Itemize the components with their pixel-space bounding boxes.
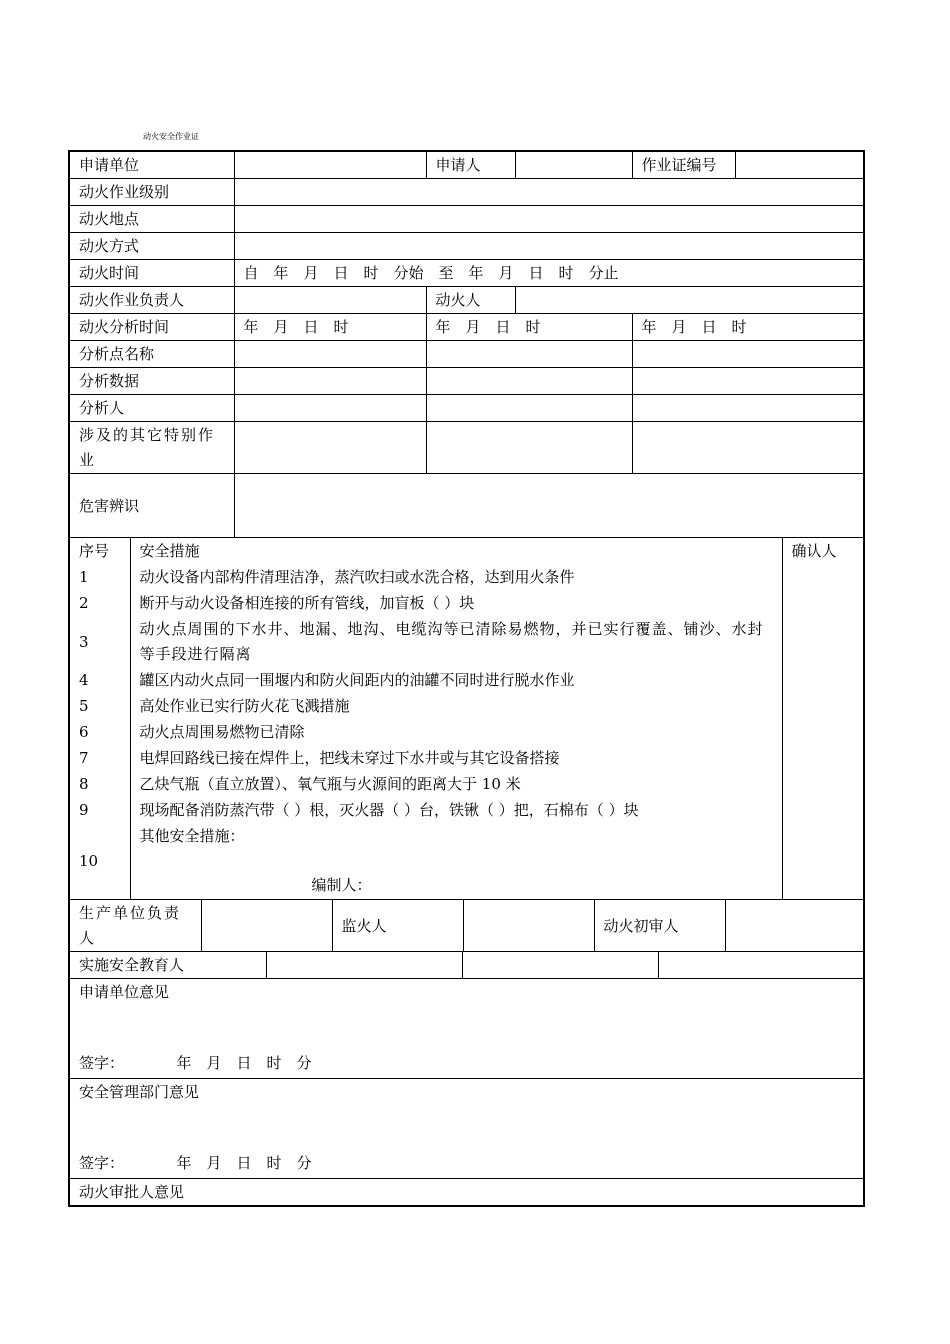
other-work-2[interactable] [426,422,632,474]
apply-unit-opinion[interactable] [69,979,864,1079]
point-name-3[interactable] [632,341,864,368]
applicant-field[interactable] [515,151,632,179]
educator-field-2[interactable] [462,952,658,978]
measure-no: 8 [70,771,130,797]
method-field[interactable] [234,233,864,260]
measure-text: 动火点周围的下水井、地漏、地沟、电缆沟等已清除易燃物，并已实行覆盖、铺沙、水封等手段进行隔离 [130,616,782,667]
analysis-time-2[interactable]: 年 月 日 时 [426,314,632,341]
apply-opinion-title: 申请单位意见 [79,983,170,1001]
apply-unit-field[interactable] [234,151,426,179]
operator-label: 动火人 [426,287,515,314]
measure-no: 10 [70,823,130,899]
measure-no: 7 [70,745,130,771]
analysis-data-label: 分析数据 [69,368,234,395]
other-work-row [69,422,864,474]
measure-text: 现场配备消防蒸汽带（ ）根，灭火器（ ）台，铁锹（ ）把，石棉布（ ）块 [130,797,782,823]
leader-label: 动火作业负责人 [69,287,234,314]
applicant-label: 申请人 [426,151,515,179]
point-name-1[interactable] [234,341,426,368]
measure-text: 高处作业已实行防火花飞溅措施 [130,693,782,719]
analysis-data-1[interactable] [234,368,426,395]
other-work-3[interactable] [632,422,864,474]
permit-no-field[interactable] [735,151,864,179]
other-work-1[interactable] [234,422,426,474]
analysis-time-1[interactable]: 年 月 日 时 [234,314,426,341]
measures-col-measure: 安全措施 [130,538,782,564]
measure-confirm-field[interactable] [782,564,863,590]
time-row [69,260,864,287]
measure-text: 断开与动火设备相连接的所有管线，加盲板（ ）块 [130,590,782,616]
measure-text: 罐区内动火点同一围堰内和防火间距内的油罐不同时进行脱水作业 [130,667,782,693]
analyst-label: 分析人 [69,395,234,422]
measure-no: 4 [70,667,130,693]
measure-text: 乙炔气瓶（直立放置）、氧气瓶与火源间的距离大于 10 米 [130,771,782,797]
measure-text: 动火设备内部构件清理洁净，蒸汽吹扫或水洗合格，达到用火条件 [130,564,782,590]
apply-unit-label: 申请单位 [69,151,234,179]
apply-opinion-row [69,979,864,1079]
method-label: 动火方式 [69,233,234,260]
point-name-row [69,341,864,368]
measure-no: 6 [70,719,130,745]
point-name-label: 分析点名称 [69,341,234,368]
fire-watch-label: 监火人 [332,900,463,951]
measure-row [70,797,863,823]
measure-row-10 [70,823,863,899]
time-label: 动火时间 [69,260,234,287]
measures-col-no: 序号 [70,538,130,564]
point-name-2[interactable] [426,341,632,368]
analyst-3[interactable] [632,395,864,422]
measures-table [70,538,863,899]
hazard-label: 危害辨识 [69,474,234,538]
location-field[interactable] [234,206,864,233]
operator-field[interactable] [515,287,864,314]
educator-field-1[interactable] [266,952,462,978]
other-work-label: 涉及的其它特别作业 [69,422,234,474]
leader-row [69,287,864,314]
measure-row [70,590,863,616]
educator-section [69,952,864,979]
signers-table [70,900,863,951]
measure-no: 1 [70,564,130,590]
first-review-field[interactable] [725,900,863,951]
hazard-row [69,474,864,538]
measure-row [70,564,863,590]
measure-row [70,616,863,667]
measure-confirm-field[interactable] [782,667,863,693]
apply-opinion-sign: 签字： 年 月 日 时 分 [79,1054,312,1072]
measure-confirm-field[interactable] [782,693,863,719]
hot-work-permit-form [68,150,865,1207]
measure-row [70,693,863,719]
safety-opinion-title: 安全管理部门意见 [79,1083,200,1101]
prod-leader-label: 生产单位负责人 [70,900,201,951]
measure-confirm-field[interactable] [782,771,863,797]
educator-row [70,952,863,978]
prod-leader-field[interactable] [201,900,332,951]
measure-confirm-field[interactable] [782,719,863,745]
measure-row [70,771,863,797]
method-row [69,233,864,260]
level-label: 动火作业级别 [69,179,234,206]
measure-confirm-field[interactable] [782,745,863,771]
signers-section [69,900,864,952]
approver-opinion-row [69,1179,864,1207]
level-field[interactable] [234,179,864,206]
location-row [69,206,864,233]
measure-no: 5 [70,693,130,719]
measure-row [70,667,863,693]
signers-row-1 [70,900,863,951]
safety-opinion-sign: 签字： 年 月 日 时 分 [79,1154,312,1172]
educator-field-3[interactable] [658,952,863,978]
document-title: 动火安全作业证 [143,132,199,141]
measures-col-confirm: 确认人 [782,538,863,564]
analyst-1[interactable] [234,395,426,422]
measure-no: 3 [70,616,130,667]
measures-header [70,538,863,564]
first-review-label: 动火初审人 [594,900,725,951]
educator-table [70,952,863,978]
permit-no-label: 作业证编号 [632,151,735,179]
analysis-data-3[interactable] [632,368,864,395]
measure-row [70,719,863,745]
analysis-time-row [69,314,864,341]
measures-section [69,538,864,900]
editor-label: 编制人： [311,876,372,894]
analysis-time-3[interactable]: 年 月 日 时 [632,314,864,341]
analyst-2[interactable] [426,395,632,422]
analysis-data-2[interactable] [426,368,632,395]
leader-field[interactable] [234,287,426,314]
safety-opinion-row [69,1079,864,1179]
hazard-field[interactable] [234,474,864,538]
location-label: 动火地点 [69,206,234,233]
measure-no: 2 [70,590,130,616]
safety-dept-opinion[interactable] [69,1079,864,1179]
measure-confirm-field[interactable] [782,823,863,899]
header-row [69,151,864,179]
level-row [69,179,864,206]
other-measures-field[interactable] [130,823,782,899]
fire-watch-field[interactable] [463,900,594,951]
analyst-row [69,395,864,422]
educator-label: 实施安全教育人 [70,952,266,978]
other-measures-label: 其他安全措施： [139,827,245,845]
measure-text: 电焊回路线已接在焊件上，把线未穿过下水井或与其它设备搭接 [130,745,782,771]
measure-text: 动火点周围易燃物已清除 [130,719,782,745]
measure-row [70,745,863,771]
measure-no: 9 [70,797,130,823]
measure-confirm-field[interactable] [782,590,863,616]
measure-confirm-field[interactable] [782,797,863,823]
approver-opinion[interactable]: 动火审批人意见 [69,1179,864,1207]
analysis-data-row [69,368,864,395]
analysis-time-label: 动火分析时间 [69,314,234,341]
time-field[interactable]: 自 年 月 日 时 分始 至 年 月 日 时 分止 [234,260,864,287]
measure-confirm-field[interactable] [782,616,863,667]
